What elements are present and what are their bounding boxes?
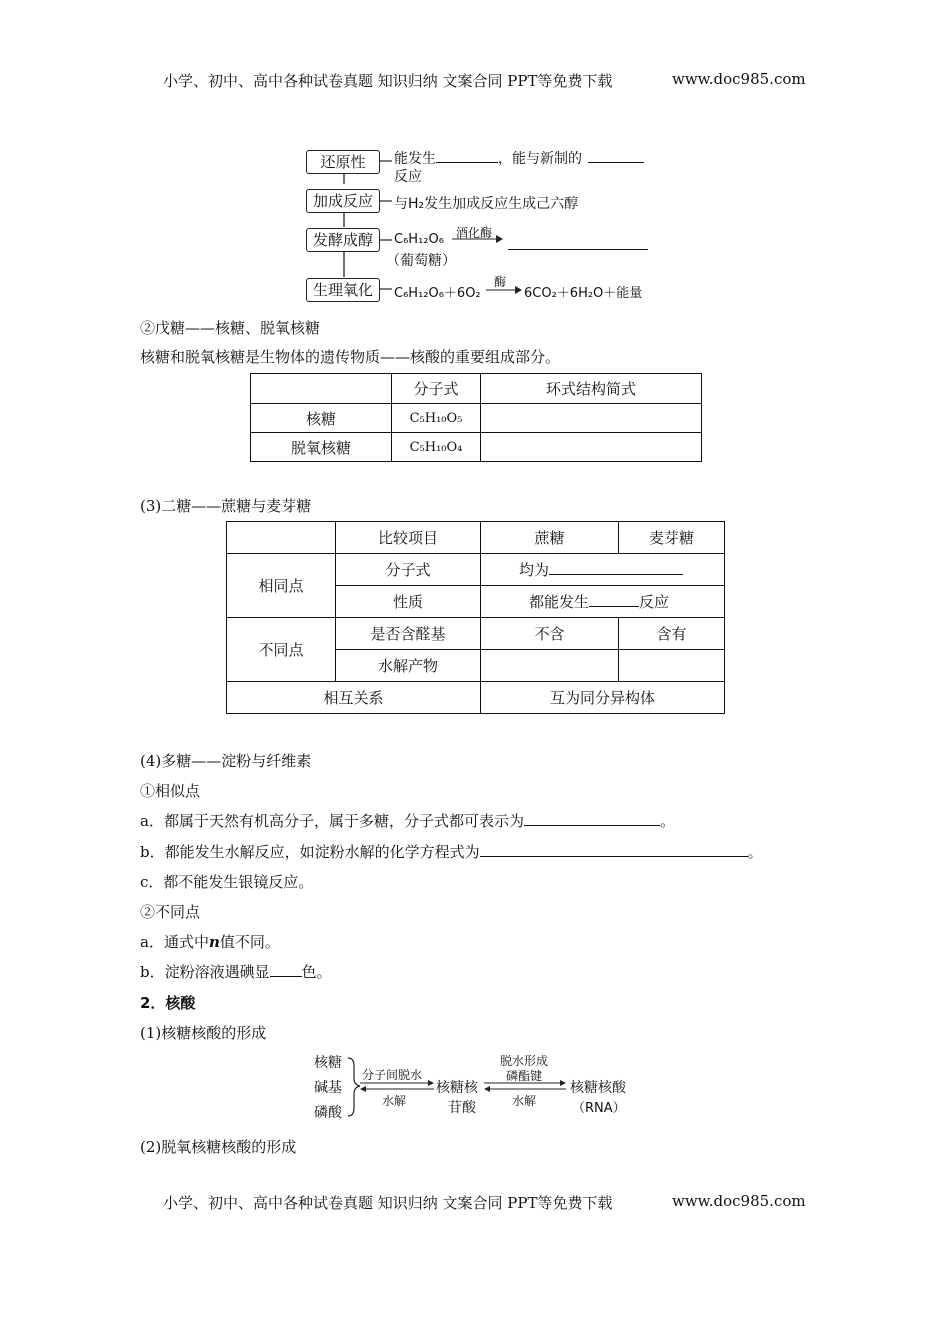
property-label: 性质	[336, 586, 481, 618]
pentose-header-structure: 环式结构简式	[481, 374, 702, 404]
rna-arrow1-bottom: 水解	[382, 1094, 407, 1108]
rna-arrow2-top-2: 磷酯键	[506, 1069, 543, 1083]
similar-heading: ①相似点	[140, 782, 201, 800]
relation-label: 相互关系	[227, 682, 481, 714]
pentose-desc: 核糖和脱氧核糖是生物体的遗传物质——核酸的重要组成部分。	[140, 348, 561, 366]
rna-right-abbr: （RNA）	[572, 1101, 626, 1116]
oxidation-enzyme: 酶	[494, 275, 507, 289]
pentose-header-empty	[251, 374, 392, 404]
nucleic-heading: 2．核酸	[140, 994, 196, 1012]
rna-formation-diagram	[312, 1052, 642, 1124]
col-maltose: 麦芽糖	[619, 522, 725, 554]
aldehyde-label: 是否含醛基	[336, 618, 481, 650]
blank-fermentation-product	[508, 249, 648, 250]
polysaccharide-heading: (4)多糖——淀粉与纤维素	[140, 752, 312, 770]
blank-color	[270, 962, 302, 977]
table-row	[251, 404, 702, 433]
poly-d1	[140, 931, 280, 952]
rna-arrow2-top-1: 脱水形成	[500, 1054, 549, 1068]
page-footer	[163, 1192, 806, 1213]
oxidation-left: C₆H₁₂O₆＋6O₂	[394, 286, 481, 301]
blank-poly-formula	[524, 811, 660, 826]
rna-middle-top: 核糖核	[436, 1080, 478, 1096]
poly-b-text: b．都能发生水解反应，如淀粉水解的化学方程式为	[140, 843, 480, 861]
header-text: 小学、初中、高中各种试卷真题 知识归纳 文案合同 PPT等免费下载	[163, 72, 613, 90]
disaccharide-corner	[227, 522, 336, 554]
aldehyde-sucrose: 不含	[481, 618, 619, 650]
row-diff: 不同点	[227, 618, 336, 682]
hydrolysis-label: 水解产物	[336, 650, 481, 682]
blank-property	[589, 592, 639, 607]
pentose-heading: ②戊糖——核糖、脱氧核糖	[140, 319, 321, 337]
poly-b	[140, 841, 763, 862]
reducing-text	[394, 148, 644, 168]
pentose-deoxyribose-formula: C₅H₁₀O₄	[392, 433, 481, 462]
fermentation-note: （葡萄糖）	[386, 253, 456, 269]
blank-reagent	[588, 148, 644, 163]
poly-a-period: 。	[659, 812, 675, 830]
pentose-ribose-structure	[481, 404, 702, 433]
pentose-deoxyribose-structure	[481, 433, 702, 462]
diff-heading: ②不同点	[140, 903, 201, 921]
rna-arrow2-bottom: 水解	[512, 1094, 537, 1108]
rna-right-name: 核糖核酸	[570, 1080, 626, 1096]
col-compare: 比较项目	[336, 522, 481, 554]
poly-d1-text: a．通式中	[140, 933, 209, 951]
oxidation-right: 6CO₂＋6H₂O＋能量	[524, 286, 643, 301]
col-sucrose: 蔗糖	[481, 522, 619, 554]
header-site[interactable]: www.doc985.com	[672, 70, 806, 88]
reducing-t2: ，能与新制的	[498, 151, 582, 167]
rna-left-ribose: 核糖	[314, 1055, 342, 1071]
poly-d2b: 色。	[301, 963, 332, 981]
property-value-b: 反应	[639, 593, 670, 611]
hydrolysis-sucrose	[481, 650, 619, 682]
property-value-a: 都能发生	[529, 593, 590, 611]
pentose-ribose-formula: C₅H₁₀O₅	[392, 404, 481, 433]
poly-d2	[140, 961, 332, 982]
footer-site[interactable]: www.doc985.com	[672, 1192, 806, 1210]
poly-d2a: b．淀粉溶液遇碘显	[140, 963, 270, 981]
footer-text: 小学、初中、高中各种试卷真题 知识归纳 文案合同 PPT等免费下载	[163, 1194, 613, 1212]
blank-hydrolysis-equation	[480, 842, 748, 857]
poly-d1b: 值不同。	[219, 933, 280, 951]
row-same: 相同点	[227, 554, 336, 618]
pentose-deoxyribose-name: 脱氧核糖	[251, 433, 392, 462]
glucose-diagram	[296, 146, 656, 306]
rna-left-phosphate: 磷酸	[314, 1105, 342, 1121]
box-reducing: 还原性	[306, 150, 380, 174]
reducing-t3: 反应	[394, 169, 422, 185]
poly-c: c．都不能发生银镜反应。	[140, 873, 314, 891]
nucleic-sub2: (2)脱氧核糖核酸的形成	[140, 1138, 297, 1156]
fermentation-formula: C₆H₁₂O₆	[394, 232, 444, 247]
relation-value: 互为同分异构体	[481, 682, 725, 714]
pentose-ribose-name: 核糖	[251, 404, 392, 433]
poly-b-period: 。	[747, 843, 763, 861]
disaccharide-table	[226, 521, 725, 714]
poly-n: n	[208, 933, 220, 951]
fermentation-enzyme: 酒化酶	[456, 226, 493, 240]
box-addition: 加成反应	[306, 189, 380, 213]
table-row	[251, 433, 702, 462]
poly-a	[140, 810, 675, 831]
disaccharide-heading: (3)二糖——蔗糖与麦芽糖	[140, 497, 312, 515]
reducing-t1: 能发生	[394, 151, 436, 167]
pentose-table	[250, 373, 702, 462]
poly-a-text: a．都属于天然有机高分子，属于多糖，分子式都可表示为	[140, 812, 524, 830]
nucleic-sub1: (1)核糖核酸的形成	[140, 1024, 267, 1042]
addition-text: 与H₂发生加成反应生成己六醇	[394, 196, 579, 212]
box-fermentation: 发酵成醇	[306, 228, 380, 252]
box-oxidation: 生理氧化	[306, 278, 380, 302]
aldehyde-maltose: 含有	[619, 618, 725, 650]
pentose-header-formula: 分子式	[392, 374, 481, 404]
blank-formula	[549, 560, 683, 575]
hydrolysis-maltose	[619, 650, 725, 682]
rna-middle-bottom: 苷酸	[448, 1100, 476, 1116]
blank-reaction-type	[436, 148, 498, 163]
rna-left-base: 碱基	[314, 1080, 342, 1096]
property-value	[481, 586, 725, 618]
rna-arrow1-top: 分子间脱水	[362, 1068, 423, 1082]
page-header	[163, 70, 806, 91]
formula-label: 分子式	[336, 554, 481, 586]
formula-value	[481, 554, 725, 586]
formula-value-text: 均为	[519, 561, 550, 579]
